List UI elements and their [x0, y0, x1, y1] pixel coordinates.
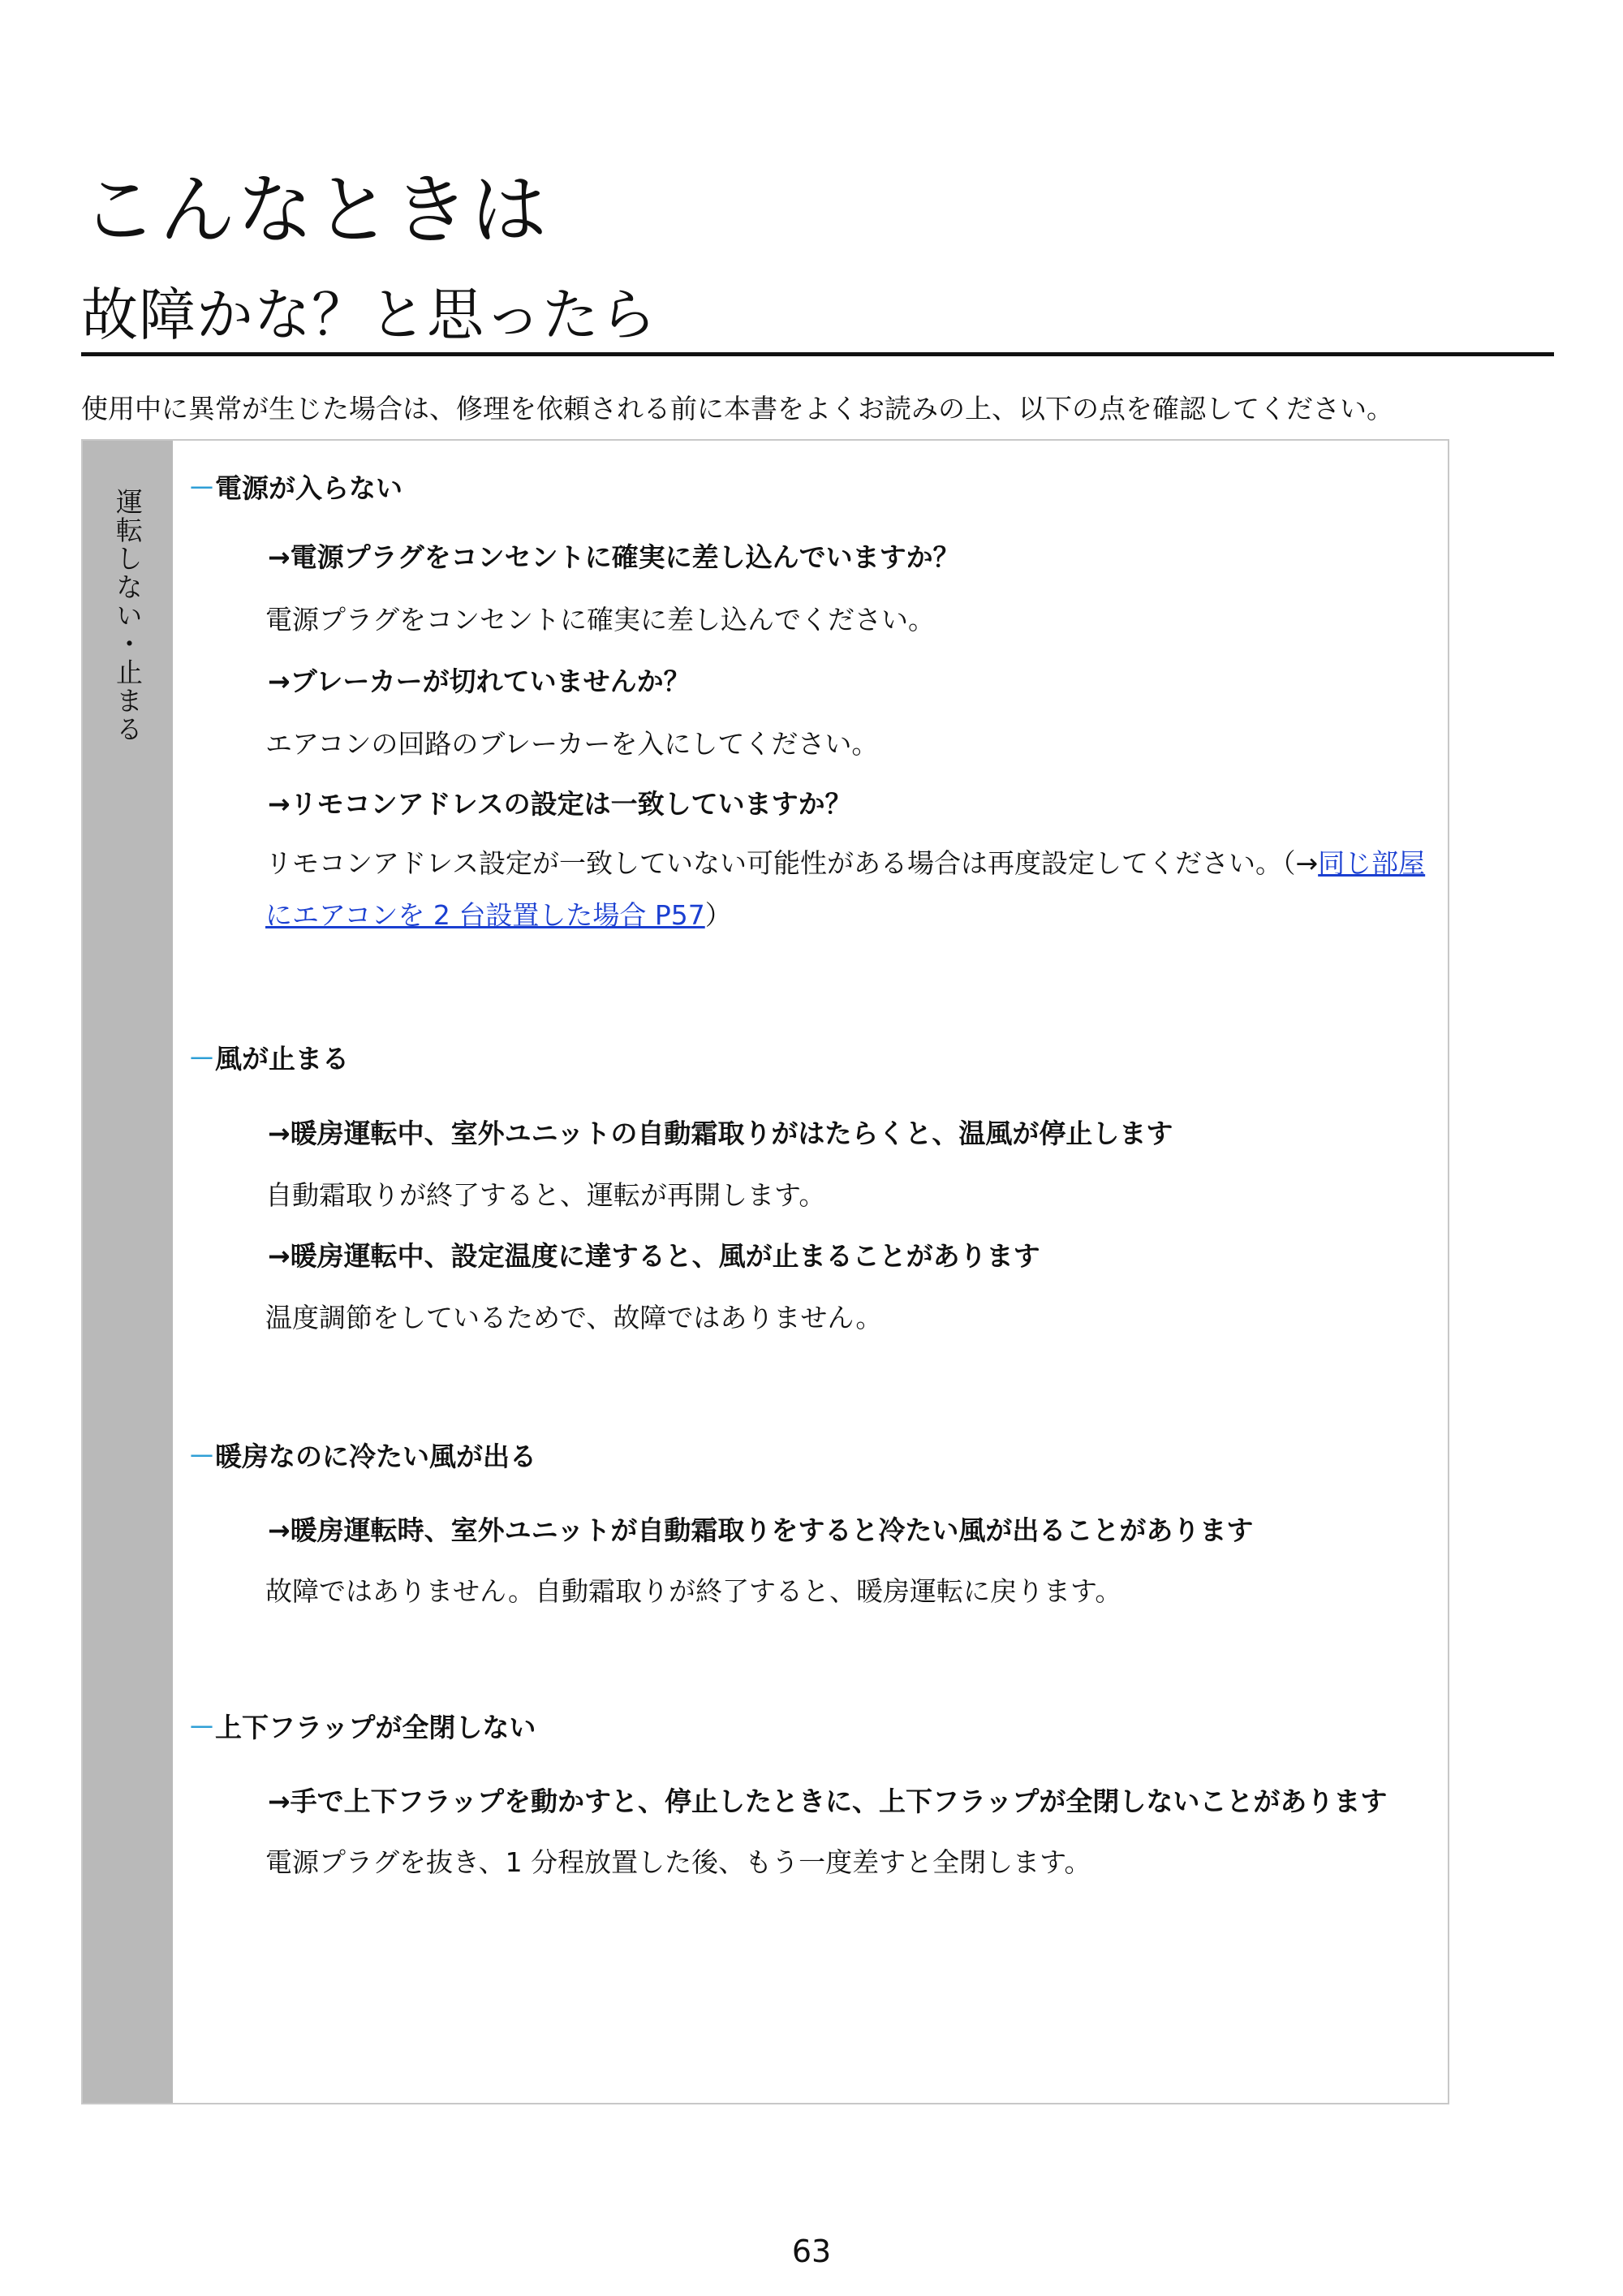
- troubleshooting-box: [81, 439, 1449, 2104]
- side-tab-label: 運転しない・止まる: [112, 488, 144, 743]
- side-tab: [83, 441, 173, 2103]
- check-question: →ブレーカーが切れていませんか？: [268, 666, 691, 697]
- dash-marker: －: [188, 1043, 215, 1075]
- check-answer: 温度調節をしているためで、故障ではありません。: [265, 1302, 883, 1333]
- intro-text: 使用中に異常が生じた場合は、修理を依頼される前に本書をよくお読みの上、以下の点を確認してください。: [81, 393, 1393, 424]
- chapter-title: こんなときは: [81, 166, 549, 255]
- check-answer: リモコンアドレス設定が一致していない可能性がある場合は再度設定してください。（→同じ部屋にエアコンを 2 台設置した場合 P57）: [265, 847, 1426, 931]
- symptom-heading: －電源が入らない: [188, 472, 403, 504]
- symptom-heading: －風が止まる: [188, 1043, 349, 1075]
- check-answer: エアコンの回路のブレーカーを入にしてください。: [265, 728, 879, 760]
- check-answer: 自動霜取りが終了すると、運転が再開します。: [265, 1179, 826, 1211]
- check-question: →暖房運転中、設定温度に達すると、風が止まることがあります: [268, 1240, 1040, 1272]
- check-question: →リモコンアドレスの設定は一致していますか？: [268, 788, 852, 820]
- check-question: →暖房運転中、室外ユニットの自動霜取りがはたらくと、温風が停止します: [268, 1118, 1173, 1149]
- check-question: →手で上下フラップを動かすと、停止したときに、上下フラップが全閉しないことがあります: [268, 1786, 1388, 1817]
- check-question: →暖房運転時、室外ユニットが自動霜取りをすると冷たい風が出ることがあります: [268, 1514, 1254, 1546]
- reference-link[interactable]: 同じ部屋にエアコンを 2 台設置した場合 P57: [265, 847, 1426, 931]
- symptom-heading: －暖房なのに冷たい風が出る: [188, 1441, 536, 1472]
- dash-marker: －: [188, 1441, 215, 1472]
- symptom-heading: －上下フラップが全閉しない: [188, 1712, 536, 1743]
- check-answer: 電源プラグをコンセントに確実に差し込んでください。: [265, 604, 935, 635]
- dash-marker: －: [188, 472, 215, 504]
- section-title: 故障かな？と思ったら: [81, 282, 657, 348]
- check-answer: 故障ではありません。自動霜取りが終了すると、暖房運転に戻ります。: [265, 1575, 1122, 1607]
- dash-marker: －: [188, 1712, 215, 1743]
- page-number: 63: [791, 2234, 832, 2269]
- section-divider: [81, 352, 1554, 356]
- check-answer: 電源プラグを抜き、1 分程放置した後、もう一度差すと全閉します。: [265, 1846, 1091, 1878]
- check-question: →電源プラグをコンセントに確実に差し込んでいますか？: [268, 541, 960, 573]
